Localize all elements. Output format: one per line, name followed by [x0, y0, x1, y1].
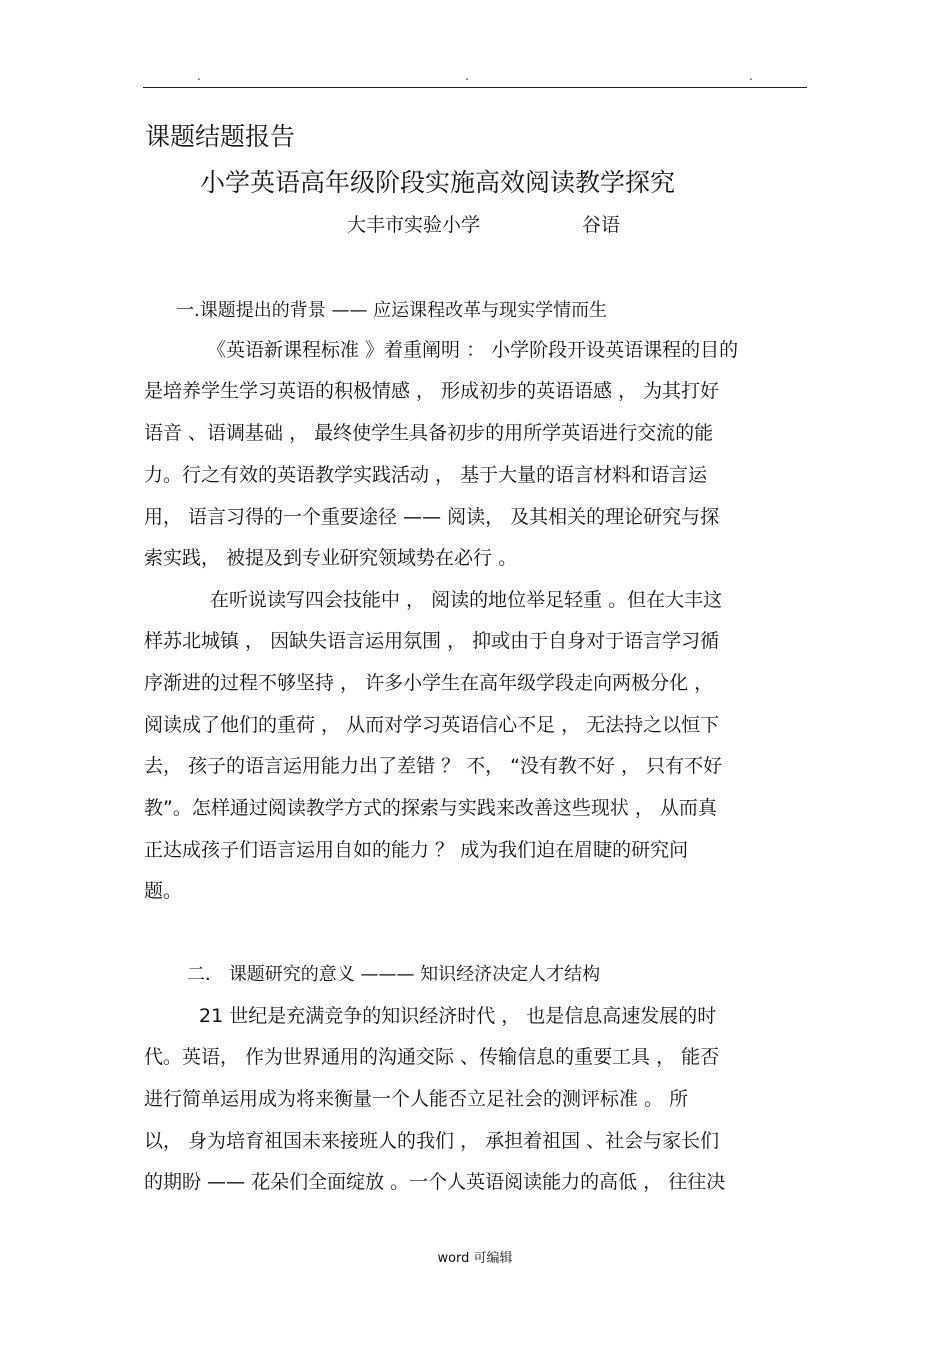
paragraph-line: 代。英语， 作为世界通用的沟通交际 、传输信息的重要工具 ， 能否: [144, 1046, 720, 1068]
page-footer: word 可编辑: [437, 1251, 513, 1266]
paragraph-line: 在听说读写四会技能中 ， 阅读的地位举足轻重 。但在大丰这: [210, 589, 723, 611]
report-type-label: 课题结题报告: [145, 122, 296, 151]
paragraph-line: 《英语新课程标准 》着重阐明 ： 小学阶段开设英语课程的目的: [207, 339, 739, 361]
paragraph-line: 21 世纪是充满竞争的知识经济时代 ， 也是信息高速发展的时: [199, 1005, 717, 1027]
document-title: 小学英语高年级阶段实施高效阅读教学探究: [200, 168, 676, 197]
header-dot: .: [749, 69, 753, 83]
paragraph-line: 索实践， 被提及到专业研究领域势在必行 。: [144, 547, 518, 569]
header-dot: .: [465, 69, 469, 83]
paragraph-line: 样苏北城镇 ， 因缺失语言运用氛围 ， 抑或由于自身对于语言学习循: [144, 630, 720, 652]
paragraph-line: 语音 、语调基础 ， 最终使学生具备初步的用所学英语进行交流的能: [144, 422, 714, 444]
paragraph-line: 以， 身为培育祖国未来接班人的我们 ， 承担着祖国 、社会与家长们: [144, 1130, 720, 1152]
header-dot: .: [197, 69, 201, 83]
paragraph-line: 的期盼 —— 花朵们全面绽放 。一个人英语阅读能力的高低 ， 往往决: [144, 1171, 726, 1193]
section-heading: 一.课题提出的背景 —— 应运课程改革与现实学情而生: [176, 300, 608, 321]
school-name: 大丰市实验小学: [347, 214, 481, 236]
section-heading: 二． 课题研究的意义 ——— 知识经济决定人才结构: [187, 964, 601, 985]
paragraph-line: 教”。怎样通过阅读教学方式的探索与实践来改善这些现状 ， 从而真: [144, 797, 717, 819]
paragraph-line: 正达成孩子们语言运用自如的能力 ？ 成为我们迫在眉睫的研究问: [144, 839, 689, 861]
header-rule: [143, 87, 807, 88]
paragraph-line: 力。行之有效的英语教学实践活动 ， 基于大量的语言材料和语言运: [144, 464, 708, 486]
paragraph-line: 用， 语言习得的一个重要途径 —— 阅读， 及其相关的理论研究与探: [144, 506, 720, 528]
paragraph-line: 进行简单运用成为将来衡量一个人能否立足社会的测评标准 。 所: [144, 1088, 689, 1110]
paragraph-line: 是培养学生学习英语的积极情感 ， 形成初步的英语语感 ， 为其打好: [144, 380, 720, 402]
paragraph-line: 去， 孩子的语言运用能力出了差错 ？ 不， “没有教不好 ， 只有不好: [144, 755, 723, 777]
paragraph-line: 题。: [144, 880, 183, 902]
author-name: 谷语: [582, 214, 621, 236]
paragraph-line: 序渐进的过程不够坚持 ， 许多小学生在高年级学段走向两极分化 ，: [144, 672, 714, 694]
paragraph-line: 阅读成了他们的重荷 ， 从而对学习英语信心不足 ， 无法持之以恒下: [144, 714, 720, 736]
